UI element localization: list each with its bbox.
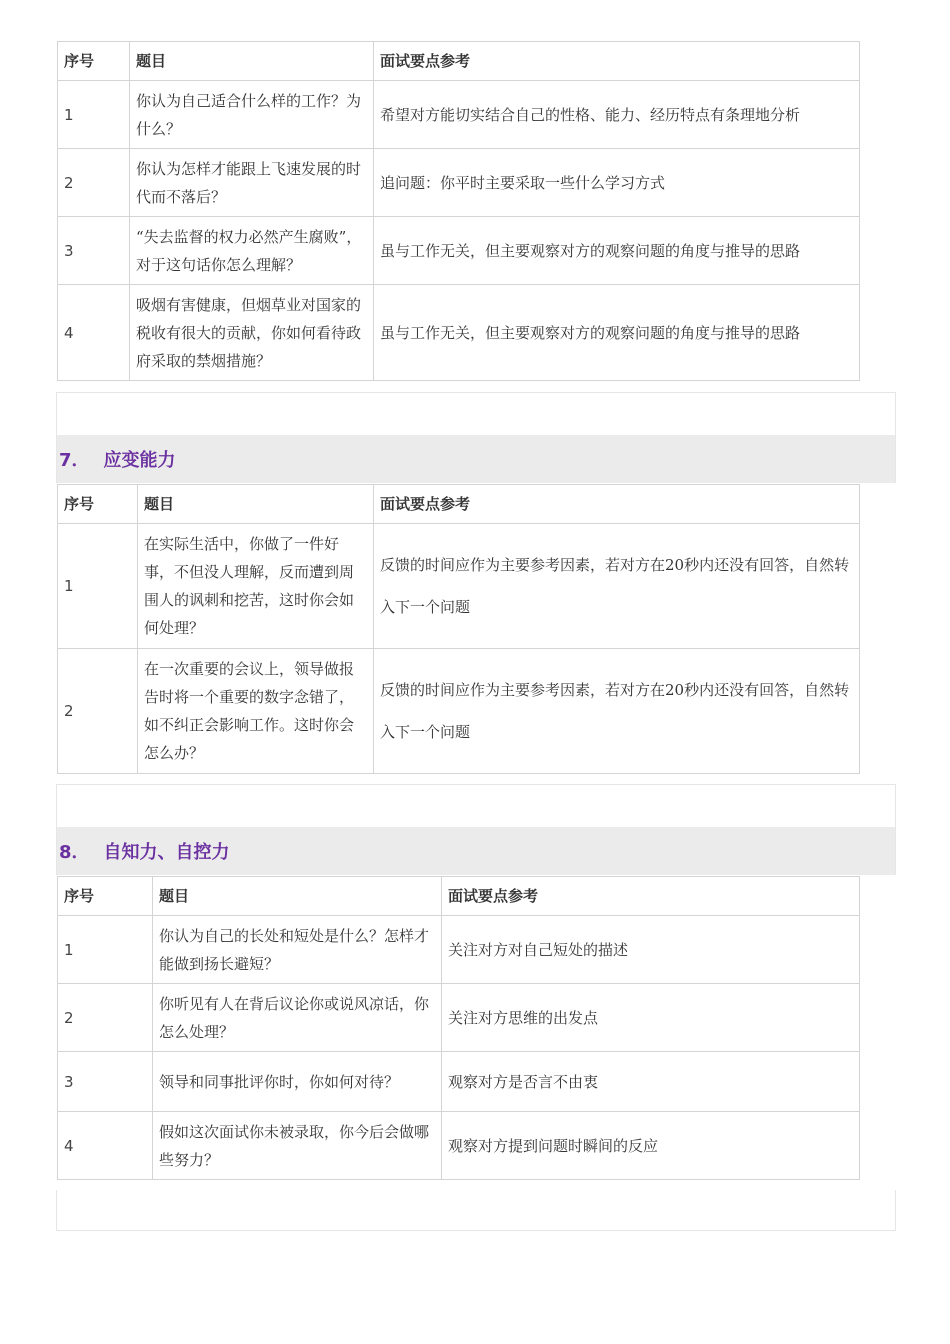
table-header-row <box>58 42 860 81</box>
row-no: 1 <box>58 81 130 149</box>
row-reference: 关注对方思维的出发点 <box>442 984 860 1052</box>
table-row <box>58 217 860 285</box>
section-title <box>57 827 895 875</box>
row-no: 2 <box>58 149 130 217</box>
header-no: 序号 <box>58 877 153 916</box>
row-no: 4 <box>58 285 130 381</box>
row-no: 2 <box>58 984 153 1052</box>
section-7-heading-band <box>56 392 896 483</box>
table-row <box>58 984 860 1052</box>
header-question: 题目 <box>138 485 374 524</box>
header-reference: 面试要点参考 <box>374 42 860 81</box>
row-question: 领导和同事批评你时，你如何对待？ <box>153 1052 442 1112</box>
row-reference: 虽与工作无关，但主要观察对方的观察问题的角度与推导的思路 <box>374 217 860 285</box>
row-no: 1 <box>58 916 153 984</box>
trailing-empty-band <box>56 1190 896 1231</box>
table-header-row <box>58 877 860 916</box>
table-row <box>58 1052 860 1112</box>
row-no: 4 <box>58 1112 153 1180</box>
table-row <box>58 81 860 149</box>
row-reference: 观察对方是否言不由衷 <box>442 1052 860 1112</box>
row-no: 3 <box>58 217 130 285</box>
interview-table-1 <box>57 41 860 381</box>
section-8-heading-band <box>56 784 896 875</box>
interview-table-7 <box>57 484 860 774</box>
row-reference: 虽与工作无关，但主要观察对方的观察问题的角度与推导的思路 <box>374 285 860 381</box>
table-row <box>58 524 860 649</box>
header-no: 序号 <box>58 485 138 524</box>
row-question: 你听见有人在背后议论你或说风凉话，你怎么处理？ <box>153 984 442 1052</box>
section-title-text: 应变能力 <box>103 450 176 471</box>
row-question: 吸烟有害健康，但烟草业对国家的税收有很大的贡献，你如何看待政府采取的禁烟措施？ <box>130 285 374 381</box>
row-question: 在一次重要的会议上，领导做报告时将一个重要的数字念错了，如不纠正会影响工作。这时你会怎么办？ <box>138 649 374 774</box>
row-reference: 希望对方能切实结合自己的性格、能力、经历特点有条理地分析 <box>374 81 860 149</box>
table-row <box>58 1112 860 1180</box>
table-row <box>58 285 860 381</box>
table-row <box>58 149 860 217</box>
header-reference: 面试要点参考 <box>442 877 860 916</box>
header-reference: 面试要点参考 <box>374 485 860 524</box>
section-index: 7． <box>59 450 90 471</box>
section-index: 8． <box>59 842 90 863</box>
section-title <box>57 435 895 483</box>
header-question: 题目 <box>130 42 374 81</box>
row-reference: 反馈的时间应作为主要参考因素，若对方在20秒内还没有回答，自然转入下一个问题 <box>374 524 860 649</box>
table-header-row <box>58 485 860 524</box>
row-reference: 反馈的时间应作为主要参考因素，若对方在20秒内还没有回答，自然转入下一个问题 <box>374 649 860 774</box>
header-question: 题目 <box>153 877 442 916</box>
row-no: 1 <box>58 524 138 649</box>
row-question: 你认为自己适合什么样的工作？为什么？ <box>130 81 374 149</box>
row-question: 假如这次面试你未被录取，你今后会做哪些努力？ <box>153 1112 442 1180</box>
row-question: “失去监督的权力必然产生腐败”，对于这句话你怎么理解？ <box>130 217 374 285</box>
row-no: 2 <box>58 649 138 774</box>
row-question: 你认为怎样才能跟上飞速发展的时代而不落后？ <box>130 149 374 217</box>
row-question: 你认为自己的长处和短处是什么？怎样才能做到扬长避短？ <box>153 916 442 984</box>
table-row <box>58 649 860 774</box>
interview-table-8 <box>57 876 860 1180</box>
row-reference: 追问题：你平时主要采取一些什么学习方式 <box>374 149 860 217</box>
row-no: 3 <box>58 1052 153 1112</box>
row-question: 在实际生活中，你做了一件好事，不但没人理解，反而遭到周围人的讽刺和挖苦，这时你会如何处理？ <box>138 524 374 649</box>
table-row <box>58 916 860 984</box>
header-no: 序号 <box>58 42 130 81</box>
section-title-text: 自知力、自控力 <box>103 842 230 863</box>
row-reference: 观察对方提到问题时瞬间的反应 <box>442 1112 860 1180</box>
row-reference: 关注对方对自己短处的描述 <box>442 916 860 984</box>
